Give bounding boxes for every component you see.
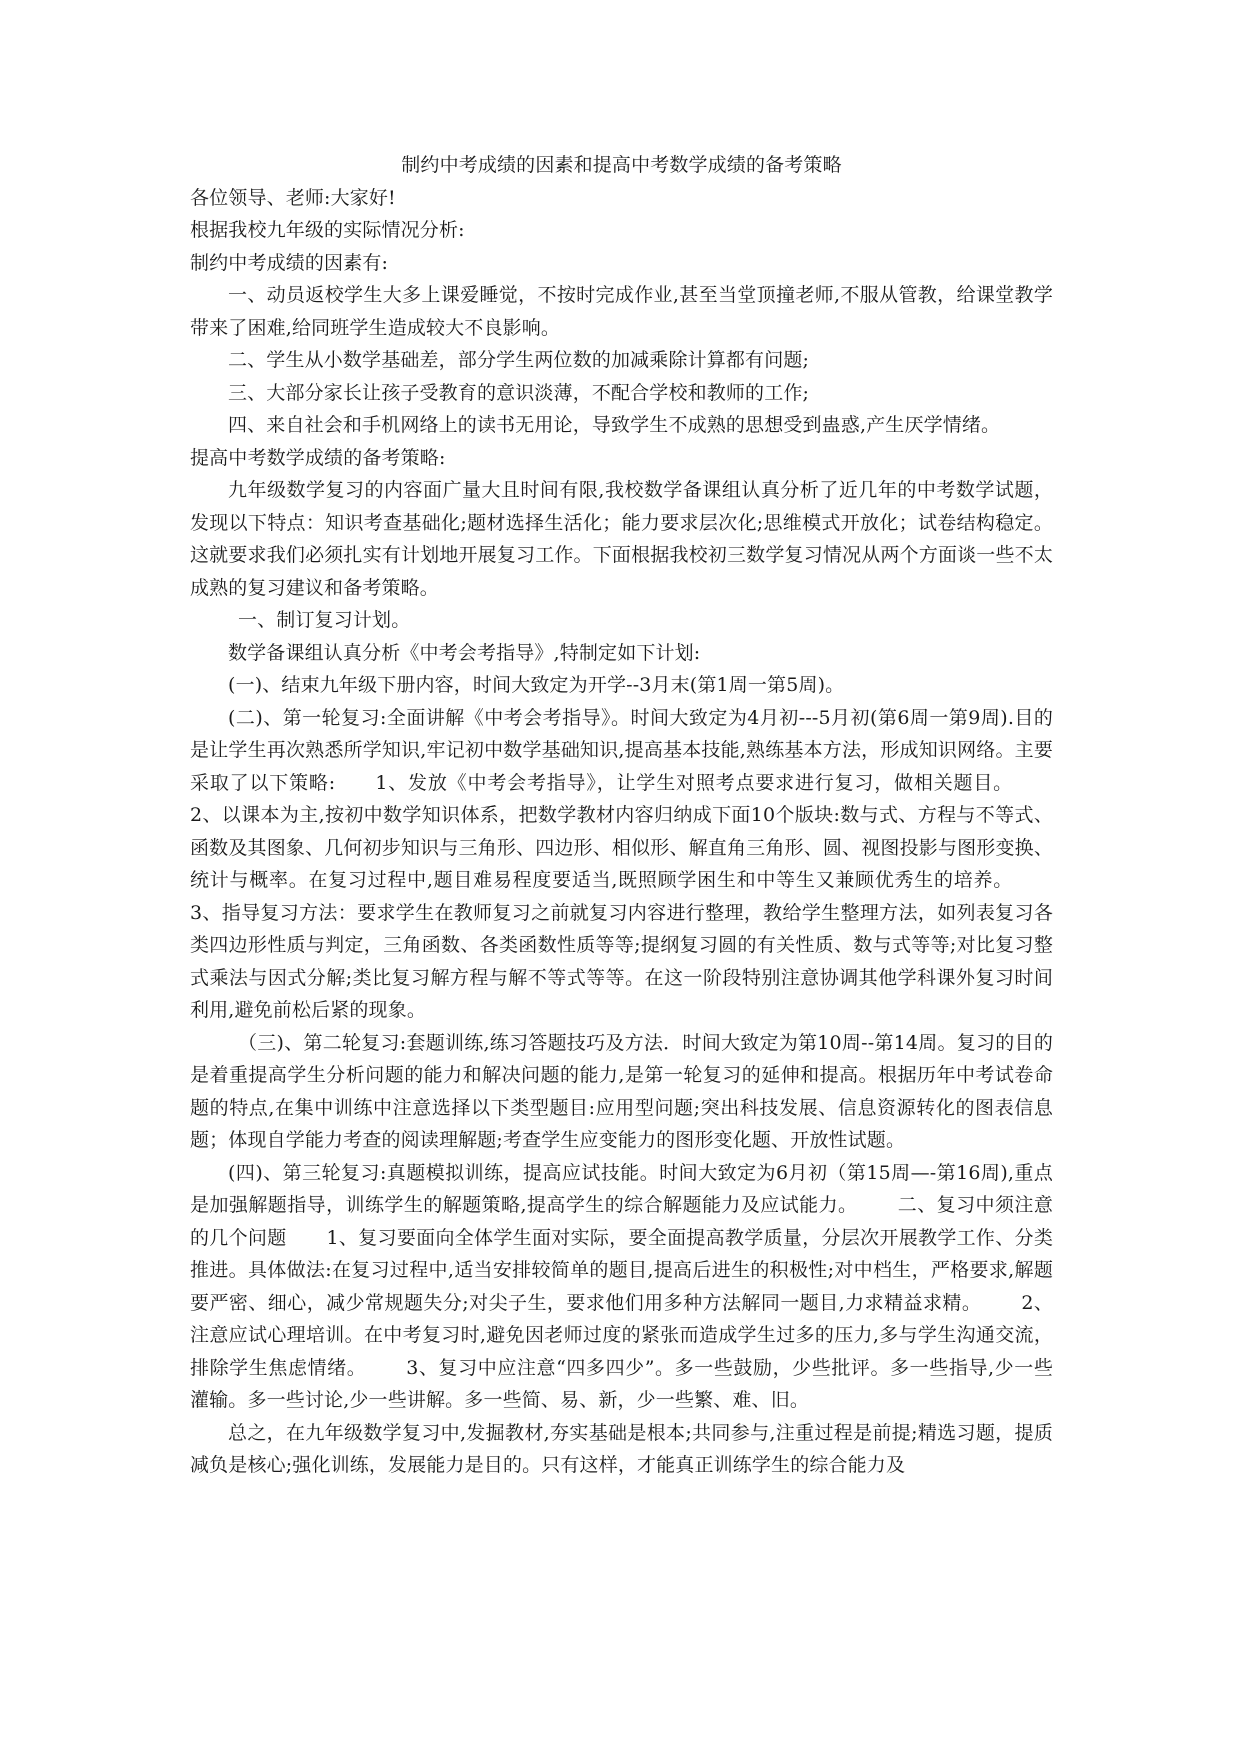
strategy-intro: 九年级数学复习的内容面广量大且时间有限,我校数学备课组认真分析了近几年的中考数学试题，发现以下特点：知识考查基础化;题材选择生活化；能力要求层次化;思维模式开放化；试卷结构稳定。这就要求我们必须扎实有计划地开展复习工作。下面根据我校初三数学复习情况从两个方面谈一些不太成熟的复习建议和备考策略。 [190,479,1053,599]
stage-text: 3、指导复习方法：要求学生在教师复习之前就复习内容进行整理，教给学生整理方法，如列表复习各类四边形性质与判定，三角函数、各类函数性质等等;提纲复习圆的有关性质、数与式等等;对比复习整式乘法与因式分解;类比复习解方程与解不等式等等。在这一阶段特别注意协调其他学科课外复习时间利用,避免前松后紧的现象。 [190,901,1053,1021]
factor-item: 三、大部分家长让孩子受教育的意识淡薄，不配合学校和教师的工作; [228,381,810,404]
stage-paragraph [190,1157,1053,1417]
stage-text: (四)、第三轮复习:真题模拟训练，提高应试技能。时间大致定为6月初（第15周—-第16周),重点是加强解题指导，训练学生的解题策略,提高学生的综合解题能力及应试能力。 [190,1161,1053,1216]
stage-text: 2、注意应试心理培训。在中考复习时,避免因老师过度的紧张而造成学生过多的压力,多与学生沟通交流，排除学生焦虑情绪。 [190,1291,1054,1379]
stage-text: (二)、第一轮复习:全面讲解《中考会考指导》。时间大致定为4月初---5月初(第6周一第9周).目的是让学生再次熟悉所学知识,牢记初中数学基础知识,提高基本技能,熟练基本方法，形成知识网络。主要采取了以下策略: [190,706,1053,794]
stage-paragraph: （三)、第二轮复习:套题训练,练习答题技巧及方法．时间大致定为第10周--第14周。复习的目的是着重提高学生分析问题的能力和解决问题的能力,是第一轮复习的延伸和提高。根据历年中考试卷命题的特点,在集中训练中注意选择以下类型题目:应用型问题;突出科技发展、信息资源转化的图表信息题；体现自学能力考查的阅读理解题;考查学生应变能力的图形变化题、开放性试题。 [190,1031,1053,1151]
factor-item: 四、来自社会和手机网络上的读书无用论，导致学生不成熟的思想受到蛊惑,产生厌学情绪。 [228,414,1001,436]
stage-paragraph: (一)、结束九年级下册内容，时间大致定为开学--3月末(第1周一第5周)。 [228,674,845,696]
stage-text: 2、以课本为主,按初中数学知识体系，把数学教材内容归纳成下面10个版块:数与式、方程与不等式、函数及其图象、几何初步知识与三角形、四边形、相似形、解直角三角形、圆、视图投影与图形变换、统计与概率。在复习过程中,题目难易程度要适当,既照顾学困生和中等生又兼顾优秀生的培养。 [190,804,1053,891]
intro-line: 根据我校九年级的实际情况分析: [190,219,465,241]
plan-intro: 数学备课组认真分析《中考会考指导》,特制定如下计划: [228,641,701,664]
conclusion: 总之，在九年级数学复习中,发掘教材,夯实基础是根本;共同参与,注重过程是前提;精选习题，提质减负是核心;强化训练，发展能力是目的。只有这样，才能真正训练学生的综合能力及 [190,1421,1053,1476]
strategy-heading: 提高中考数学成绩的备考策略: [190,446,446,469]
factor-item: 二、学生从小数学基础差，部分学生两位数的加减乘除计算都有问题; [228,349,810,371]
document-body [190,149,1053,1482]
greeting: 各位领导、老师:大家好! [190,186,396,209]
stage-paragraph [190,702,1053,1027]
factor-item: 一、动员返校学生大多上课爱睡觉，不按时完成作业,甚至当堂顶撞老师,不服从管教，给课堂教学带来了困难,给同班学生造成较大不良影响。 [190,284,1053,339]
plan-heading: 一、制订复习计划。 [238,609,411,631]
stage-text: 二、复习中须注意的几个问题 [190,1194,1053,1249]
document-title: 制约中考成绩的因素和提高中考数学成绩的备考策略 [401,154,842,176]
stage-text: 1、发放《中考会考指导》，让学生对照考点要求进行复习，做相关题目。 [375,771,1013,794]
stage-text: 3、复习中应注意“四多四少”。多一些鼓励，少些批评。多一些指导,少一些灌输。多一些讨论,少一些讲解。多一些简、易、新，少一些繁、难、旧。 [190,1356,1053,1411]
stage-text: 1、复习要面向全体学生面对实际，要全面提高教学质量，分层次开展教学工作、分类推进。具体做法:在复习过程中,适当安排较简单的题目,提高后进生的积极性;对中档生，严格要求,解题要严密、细心，减少常规题失分;对尖子生，要求他们用多种方法解同一题目,力求精益求精。 [190,1226,1053,1314]
factors-heading: 制约中考成绩的因素有: [190,251,389,274]
